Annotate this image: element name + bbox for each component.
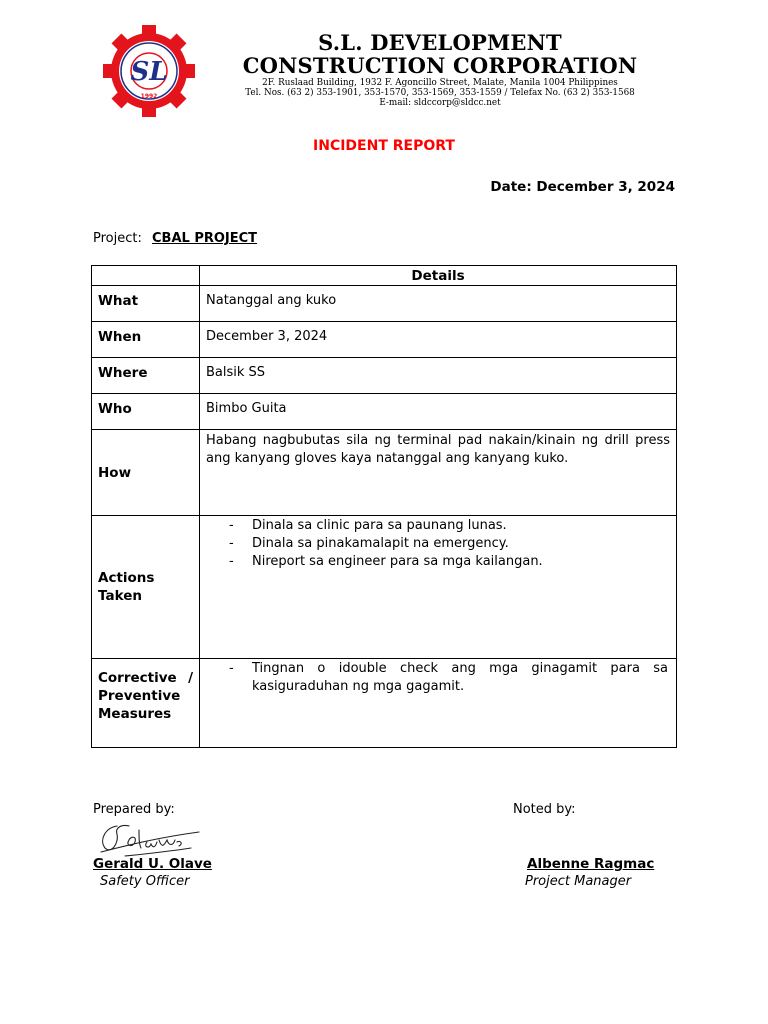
row-value-how: Habang nagbubutas sila ng terminal pad nakain/kinain ng drill press ang kanyang gloves kaya natanggal ang kanyang kuko. [200,430,677,516]
company-name-line1: S.L. DEVELOPMENT [318,30,562,55]
row-value-when: December 3, 2024 [200,322,677,358]
table-row-when [92,322,677,358]
row-value-where: Balsik SS [200,358,677,394]
project-line [93,231,257,246]
noter-title: Project Manager [525,874,632,889]
company-phones: Tel. Nos. (63 2) 353-1901, 353-1570, 353-1569, 353-1559 / Telefax No. (63 2) 353-1568 [245,88,635,98]
actions-label-line1: Actions [98,570,155,586]
logo-year: 1992 [140,93,158,100]
noted-by-label: Noted by: [513,802,576,817]
company-name-line2: CONSTRUCTION CORPORATION [242,53,638,78]
project-label: Project: [93,231,142,246]
table-row-what [92,286,677,322]
table-row-how [92,430,677,516]
actions-list [206,517,668,571]
row-label-how: How [92,430,200,516]
preparer-title: Safety Officer [100,874,190,889]
noter-name: Albenne Ragmac [527,856,655,872]
actions-label-line2: Taken [98,588,142,604]
row-value-corrective [200,659,677,748]
table-row-corrective [92,659,677,748]
table-row-who [92,394,677,430]
corrective-label-word: Corrective [98,670,177,686]
report-title: INCIDENT REPORT [313,138,455,154]
row-value-what: Natanggal ang kuko [200,286,677,322]
company-email: E-mail: sldccorp@sldcc.net [379,98,501,108]
row-label-when: When [92,322,200,358]
row-label-where: Where [92,358,200,394]
company-address: 2F. Ruslaad Building, 1932 F. Agoncillo Street, Malate, Manila 1004 Philippines [262,78,618,88]
corrective-label-line1 [98,669,193,687]
project-value: CBAL PROJECT [152,231,258,246]
row-value-who: Bimbo Guita [200,394,677,430]
corrective-label-line2: Preventive [98,688,181,704]
row-label-corrective [92,659,200,748]
row-value-actions [200,516,677,659]
report-date: Date: December 3, 2024 [490,179,675,195]
table-header-row [92,266,677,286]
incident-details-table [91,265,677,748]
row-label-actions [92,516,200,659]
table-row-actions [92,516,677,659]
company-logo-icon [93,25,205,117]
list-item: - Tingnan o idouble check ang mga ginagamit para sa kasiguraduhan ng mga gagamit. [206,660,668,696]
list-item: - Dinala sa clinic para sa paunang lunas. [206,517,668,535]
table-row-where [92,358,677,394]
list-item: - Nireport sa engineer para sa mga kailangan. [206,553,668,571]
prepared-by-label: Prepared by: [93,802,175,817]
logo-monogram: SL [130,57,168,87]
handwritten-signature-icon [95,818,205,860]
corrective-list [206,660,668,696]
corrective-label-slash: / [188,670,193,686]
table-header-details: Details [200,266,677,286]
row-label-who: Who [92,394,200,430]
preparer-name: Gerald U. Olave [93,856,212,872]
corrective-label-line3: Measures [98,706,172,722]
list-item: - Dinala sa pinakamalapit na emergency. [206,535,668,553]
row-label-what: What [92,286,200,322]
header-blank-cell [92,266,200,286]
